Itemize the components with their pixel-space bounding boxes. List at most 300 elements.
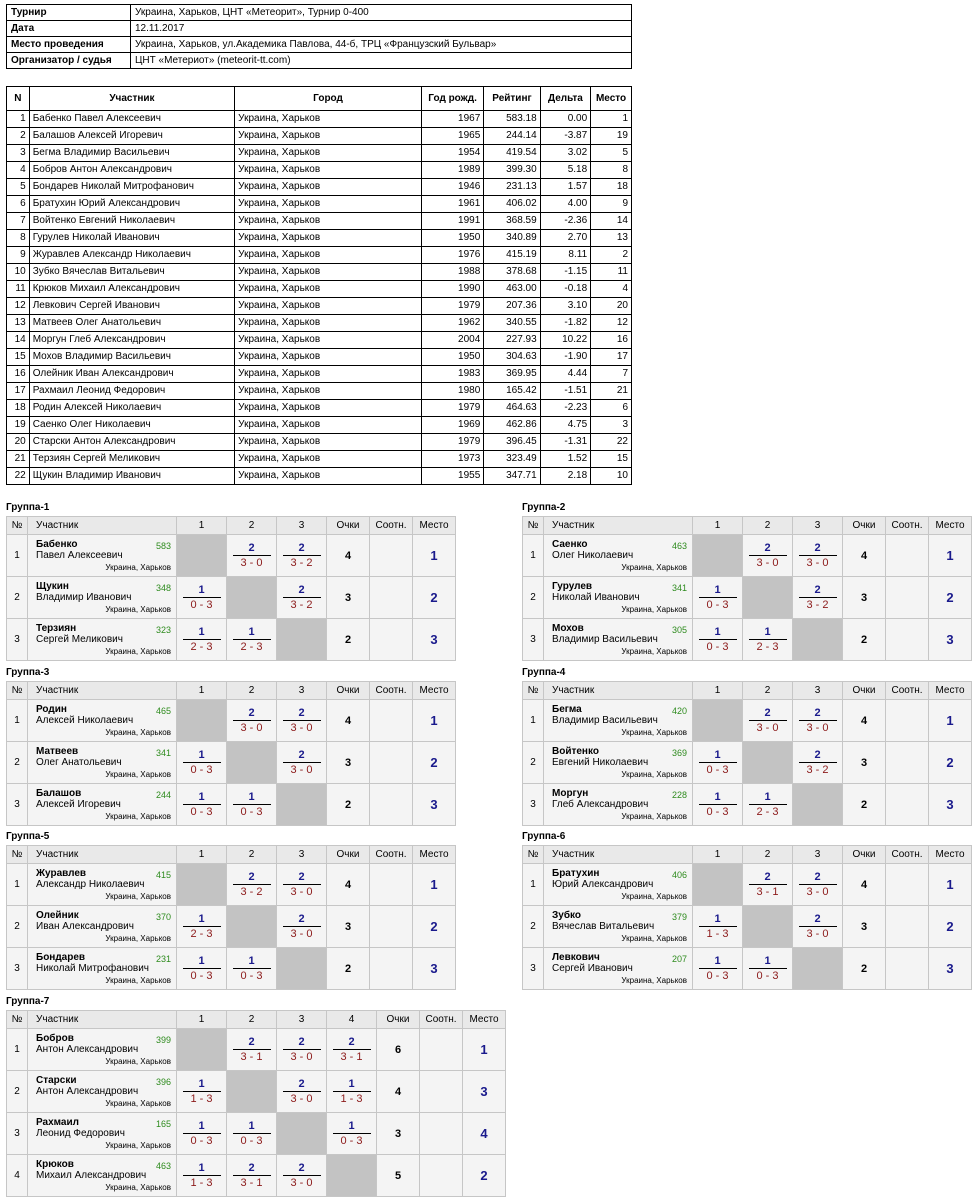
ratio [370, 742, 413, 784]
match-score: 0 - 3 [340, 1135, 363, 1147]
table-cell: -2.23 [540, 400, 590, 417]
match-result [177, 619, 227, 661]
ratio [420, 1029, 463, 1071]
self-cell [227, 577, 277, 619]
match-score: 1 - 3 [190, 1177, 213, 1189]
match-score: 0 - 3 [706, 806, 729, 818]
col-ratio: Соотн. [420, 1011, 463, 1029]
col-opponent: 4 [327, 1011, 377, 1029]
col-opponent: 1 [693, 682, 743, 700]
ratio [886, 784, 929, 826]
match-result [227, 948, 277, 990]
player-surname: Щукин [36, 581, 69, 592]
col-opponent: 3 [277, 682, 327, 700]
table-cell: 4 [7, 162, 30, 179]
table-cell: 4.75 [540, 417, 590, 434]
player-cell [544, 577, 693, 619]
ratio [886, 742, 929, 784]
match-score: 3 - 2 [806, 764, 829, 776]
group-row [7, 948, 456, 990]
group-row [7, 784, 456, 826]
table-cell: 1965 [421, 128, 483, 145]
self-cell [277, 619, 327, 661]
self-cell [177, 700, 227, 742]
player-surname: Бобров [36, 1033, 74, 1044]
match-result [743, 784, 793, 826]
match-result [693, 948, 743, 990]
match-points: 2 [333, 1035, 371, 1050]
score [283, 706, 321, 735]
info-key: Дата [7, 21, 131, 37]
player-city: Украина, Харьков [105, 728, 171, 737]
match-points: 2 [283, 583, 321, 598]
group-row [7, 1071, 506, 1113]
place: 3 [463, 1071, 506, 1113]
match-points: 1 [183, 625, 221, 640]
score [699, 583, 737, 612]
ratio [886, 700, 929, 742]
table-row [7, 264, 632, 281]
table-cell: 10 [591, 468, 632, 485]
col-opponent: 2 [227, 846, 277, 864]
points: 3 [843, 742, 886, 784]
score [749, 790, 787, 819]
col-player: Участник [544, 517, 693, 535]
place: 3 [413, 784, 456, 826]
table-row [7, 315, 632, 332]
player-rating: 165 [155, 1119, 171, 1129]
match-points: 2 [283, 1161, 321, 1176]
match-result [793, 906, 843, 948]
place: 2 [413, 906, 456, 948]
table-cell: 415.19 [484, 247, 540, 264]
table-cell: 3.02 [540, 145, 590, 162]
group-title: Группа-2 [522, 502, 566, 513]
row-number: 1 [7, 700, 28, 742]
group-row [7, 577, 456, 619]
match-result [277, 906, 327, 948]
table-cell: 22 [7, 468, 30, 485]
player-city: Украина, Харьков [621, 563, 687, 572]
table-cell: Олейник Иван Александрович [29, 366, 234, 383]
player-name: Владимир Васильевич [552, 634, 658, 645]
col-place: Место [929, 846, 972, 864]
place: 1 [463, 1029, 506, 1071]
table-cell: 9 [591, 196, 632, 213]
ratio [370, 906, 413, 948]
points: 2 [843, 784, 886, 826]
col-opponent: 1 [177, 846, 227, 864]
group-title: Группа-5 [6, 831, 50, 842]
self-cell [227, 906, 277, 948]
player-name: Леонид Федорович [36, 1128, 125, 1139]
col-opponent: 3 [793, 682, 843, 700]
col-opponent: 2 [743, 517, 793, 535]
table-cell: 1983 [421, 366, 483, 383]
row-number: 1 [523, 864, 544, 906]
match-result [693, 619, 743, 661]
score [799, 748, 837, 777]
score [749, 706, 787, 735]
match-score: 3 - 0 [290, 764, 313, 776]
match-score: 1 - 3 [340, 1093, 363, 1105]
table-cell: 16 [7, 366, 30, 383]
match-points: 1 [233, 625, 271, 640]
match-score: 3 - 1 [240, 1177, 263, 1189]
score [233, 954, 271, 983]
table-cell: 12 [7, 298, 30, 315]
match-result [177, 784, 227, 826]
player-city: Украина, Харьков [105, 1141, 171, 1150]
score [799, 541, 837, 570]
group-title: Группа-4 [522, 667, 566, 678]
player-name: Михаил Александрович [36, 1170, 147, 1181]
group-row [523, 577, 972, 619]
table-cell: -3.87 [540, 128, 590, 145]
score [799, 870, 837, 899]
player-rating: 370 [155, 912, 171, 922]
row-number: 3 [523, 619, 544, 661]
table-cell: 17 [591, 349, 632, 366]
points: 3 [377, 1113, 420, 1155]
score [749, 541, 787, 570]
column-header: Дельта [540, 87, 590, 111]
match-result [693, 577, 743, 619]
player-surname: Балашов [36, 788, 82, 799]
table-cell: 231.13 [484, 179, 540, 196]
group-row [7, 619, 456, 661]
score [183, 954, 221, 983]
table-cell: 1988 [421, 264, 483, 281]
match-score: 3 - 0 [806, 928, 829, 940]
match-points: 1 [183, 790, 221, 805]
player-city: Украина, Харьков [105, 770, 171, 779]
match-result [277, 577, 327, 619]
info-row [7, 21, 632, 37]
player-surname: Саенко [552, 539, 588, 550]
ratio [370, 619, 413, 661]
group-row [523, 535, 972, 577]
player-city: Украина, Харьков [105, 812, 171, 821]
self-cell [793, 948, 843, 990]
table-cell: -1.51 [540, 383, 590, 400]
table-cell: 4.44 [540, 366, 590, 383]
table-cell: Войтенко Евгений Николаевич [29, 213, 234, 230]
table-row [7, 451, 632, 468]
match-result [177, 577, 227, 619]
place: 1 [413, 864, 456, 906]
col-place: Место [463, 1011, 506, 1029]
table-cell: 1 [7, 111, 30, 128]
table-cell: Моргун Глеб Александрович [29, 332, 234, 349]
match-result [227, 864, 277, 906]
col-opponent: 2 [227, 1011, 277, 1029]
match-score: 3 - 0 [240, 722, 263, 734]
col-opponent: 2 [227, 517, 277, 535]
table-row [7, 417, 632, 434]
col-player: Участник [28, 517, 177, 535]
table-cell: 2.18 [540, 468, 590, 485]
ratio [886, 948, 929, 990]
self-cell [177, 864, 227, 906]
table-cell: 19 [7, 417, 30, 434]
table-row [7, 383, 632, 400]
match-score: 3 - 0 [290, 928, 313, 940]
col-place: Место [929, 517, 972, 535]
player-surname: Бабенко [36, 539, 78, 550]
table-cell: Украина, Харьков [235, 230, 422, 247]
table-cell: 3 [591, 417, 632, 434]
match-score: 3 - 0 [290, 1177, 313, 1189]
match-points: 2 [799, 912, 837, 927]
player-city: Украина, Харьков [105, 605, 171, 614]
place: 4 [463, 1113, 506, 1155]
player-surname: Зубко [552, 910, 581, 921]
player-cell [28, 864, 177, 906]
group-header-row [7, 517, 456, 535]
table-cell: Украина, Харьков [235, 179, 422, 196]
table-cell: 340.89 [484, 230, 540, 247]
score [699, 625, 737, 654]
player-name: Алексей Игоревич [36, 799, 121, 810]
group-row [7, 1113, 506, 1155]
player-name: Олег Николаевич [552, 550, 634, 561]
score [183, 1119, 221, 1148]
match-points: 1 [333, 1077, 371, 1092]
ratio [420, 1113, 463, 1155]
ratio [370, 577, 413, 619]
score [233, 1161, 271, 1190]
self-cell [743, 577, 793, 619]
match-result [177, 742, 227, 784]
table-cell: Украина, Харьков [235, 332, 422, 349]
table-cell: 6 [7, 196, 30, 213]
col-no: № [7, 682, 28, 700]
row-number: 2 [7, 742, 28, 784]
col-ratio: Соотн. [886, 682, 929, 700]
player-rating: 406 [671, 870, 687, 880]
match-points: 1 [749, 954, 787, 969]
table-cell: Украина, Харьков [235, 366, 422, 383]
table-cell: 347.71 [484, 468, 540, 485]
player-rating: 348 [155, 583, 171, 593]
table-cell: Украина, Харьков [235, 383, 422, 400]
col-points: Очки [377, 1011, 420, 1029]
table-cell: Рахмаил Леонид Федорович [29, 383, 234, 400]
info-value: 12.11.2017 [131, 21, 632, 37]
self-cell [693, 700, 743, 742]
match-result [227, 535, 277, 577]
col-no: № [7, 846, 28, 864]
player-cell [28, 906, 177, 948]
place: 2 [463, 1155, 506, 1197]
table-cell: 583.18 [484, 111, 540, 128]
ratio [886, 577, 929, 619]
score [233, 1119, 271, 1148]
player-cell [28, 1113, 177, 1155]
table-cell: Украина, Харьков [235, 247, 422, 264]
table-cell: 1.57 [540, 179, 590, 196]
player-surname: Крюков [36, 1159, 74, 1170]
column-header: Год рожд. [421, 87, 483, 111]
player-city: Украина, Харьков [105, 647, 171, 656]
player-surname: Моргун [552, 788, 589, 799]
table-row [7, 128, 632, 145]
player-name: Антон Александрович [36, 1044, 139, 1055]
group-title: Группа-3 [6, 667, 50, 678]
match-score: 2 - 3 [190, 928, 213, 940]
col-no: № [523, 682, 544, 700]
table-cell: 227.93 [484, 332, 540, 349]
score [799, 583, 837, 612]
player-name: Евгений Николаевич [552, 757, 649, 768]
table-cell: 16 [591, 332, 632, 349]
score [283, 748, 321, 777]
table-cell: 419.54 [484, 145, 540, 162]
player-city: Украина, Харьков [621, 770, 687, 779]
player-surname: Родин [36, 704, 67, 715]
player-name: Александр Николаевич [36, 879, 145, 890]
table-cell: 406.02 [484, 196, 540, 213]
match-result [693, 742, 743, 784]
table-cell: Украина, Харьков [235, 128, 422, 145]
table-cell: 5.18 [540, 162, 590, 179]
match-score: 0 - 3 [190, 764, 213, 776]
col-no: № [523, 846, 544, 864]
group-table [522, 681, 972, 826]
match-points: 2 [799, 706, 837, 721]
group-row [523, 948, 972, 990]
table-cell: 2004 [421, 332, 483, 349]
player-cell [28, 577, 177, 619]
table-cell: Бегма Владимир Васильевич [29, 145, 234, 162]
row-number: 4 [7, 1155, 28, 1197]
table-cell: 1.52 [540, 451, 590, 468]
place: 1 [929, 864, 972, 906]
score [799, 706, 837, 735]
player-name: Глеб Александрович [552, 799, 649, 810]
table-cell: 1954 [421, 145, 483, 162]
points: 3 [843, 577, 886, 619]
points: 3 [327, 742, 370, 784]
match-score: 0 - 3 [240, 806, 263, 818]
table-cell: 20 [7, 434, 30, 451]
info-value: ЦНТ «Метериот» (meteorit-tt.com) [131, 53, 632, 69]
place: 3 [929, 619, 972, 661]
match-result [277, 700, 327, 742]
player-city: Украина, Харьков [105, 934, 171, 943]
match-points: 1 [749, 625, 787, 640]
column-header: Рейтинг [484, 87, 540, 111]
match-score: 0 - 3 [190, 1135, 213, 1147]
col-player: Участник [28, 846, 177, 864]
table-row [7, 145, 632, 162]
group-title: Группа-6 [522, 831, 566, 842]
group-title: Группа-7 [6, 996, 50, 1007]
match-points: 2 [233, 1161, 271, 1176]
self-cell [177, 1029, 227, 1071]
match-score: 3 - 0 [290, 1051, 313, 1063]
table-cell: 7 [591, 366, 632, 383]
row-number: 2 [523, 906, 544, 948]
group-table [6, 845, 456, 990]
group-header-row [523, 846, 972, 864]
group-row [523, 742, 972, 784]
player-rating: 244 [155, 790, 171, 800]
player-cell [544, 784, 693, 826]
table-cell: 368.59 [484, 213, 540, 230]
match-points: 1 [183, 748, 221, 763]
info-row [7, 53, 632, 69]
table-cell: Украина, Харьков [235, 349, 422, 366]
match-points: 1 [749, 790, 787, 805]
points: 4 [843, 700, 886, 742]
match-result [227, 1155, 277, 1197]
match-result [277, 742, 327, 784]
points: 4 [377, 1071, 420, 1113]
col-points: Очки [327, 517, 370, 535]
col-opponent: 1 [177, 682, 227, 700]
group-row [523, 619, 972, 661]
table-cell: -2.36 [540, 213, 590, 230]
match-result [327, 1113, 377, 1155]
col-opponent: 3 [277, 1011, 327, 1029]
match-score: 0 - 3 [190, 599, 213, 611]
table-cell: 14 [7, 332, 30, 349]
table-cell: 165.42 [484, 383, 540, 400]
table-cell: 10 [7, 264, 30, 281]
table-cell: 463.00 [484, 281, 540, 298]
match-score: 2 - 3 [240, 641, 263, 653]
row-number: 2 [523, 742, 544, 784]
row-number: 2 [7, 577, 28, 619]
table-cell: Балашов Алексей Игоревич [29, 128, 234, 145]
player-cell [544, 619, 693, 661]
place: 1 [929, 700, 972, 742]
table-cell: Украина, Харьков [235, 434, 422, 451]
table-cell: 2.70 [540, 230, 590, 247]
match-result [177, 906, 227, 948]
match-result [277, 1071, 327, 1113]
group-header-row [7, 846, 456, 864]
match-points: 2 [749, 870, 787, 885]
row-number: 3 [523, 784, 544, 826]
info-key: Турнир [7, 5, 131, 21]
col-opponent: 2 [743, 682, 793, 700]
score [233, 790, 271, 819]
table-cell: -1.31 [540, 434, 590, 451]
self-cell [743, 742, 793, 784]
table-cell: 3 [7, 145, 30, 162]
col-opponent: 1 [693, 846, 743, 864]
table-cell: Щукин Владимир Иванович [29, 468, 234, 485]
match-score: 0 - 3 [706, 970, 729, 982]
player-rating: 207 [671, 954, 687, 964]
row-number: 3 [7, 619, 28, 661]
player-rating: 369 [671, 748, 687, 758]
row-number: 3 [7, 1113, 28, 1155]
match-score: 3 - 1 [240, 1051, 263, 1063]
place: 2 [413, 577, 456, 619]
player-name: Сергей Меликович [36, 634, 123, 645]
player-rating: 583 [155, 541, 171, 551]
group-row [523, 864, 972, 906]
match-score: 3 - 0 [806, 722, 829, 734]
self-cell [277, 1113, 327, 1155]
col-ratio: Соотн. [886, 846, 929, 864]
player-cell [28, 619, 177, 661]
table-cell: 1955 [421, 468, 483, 485]
